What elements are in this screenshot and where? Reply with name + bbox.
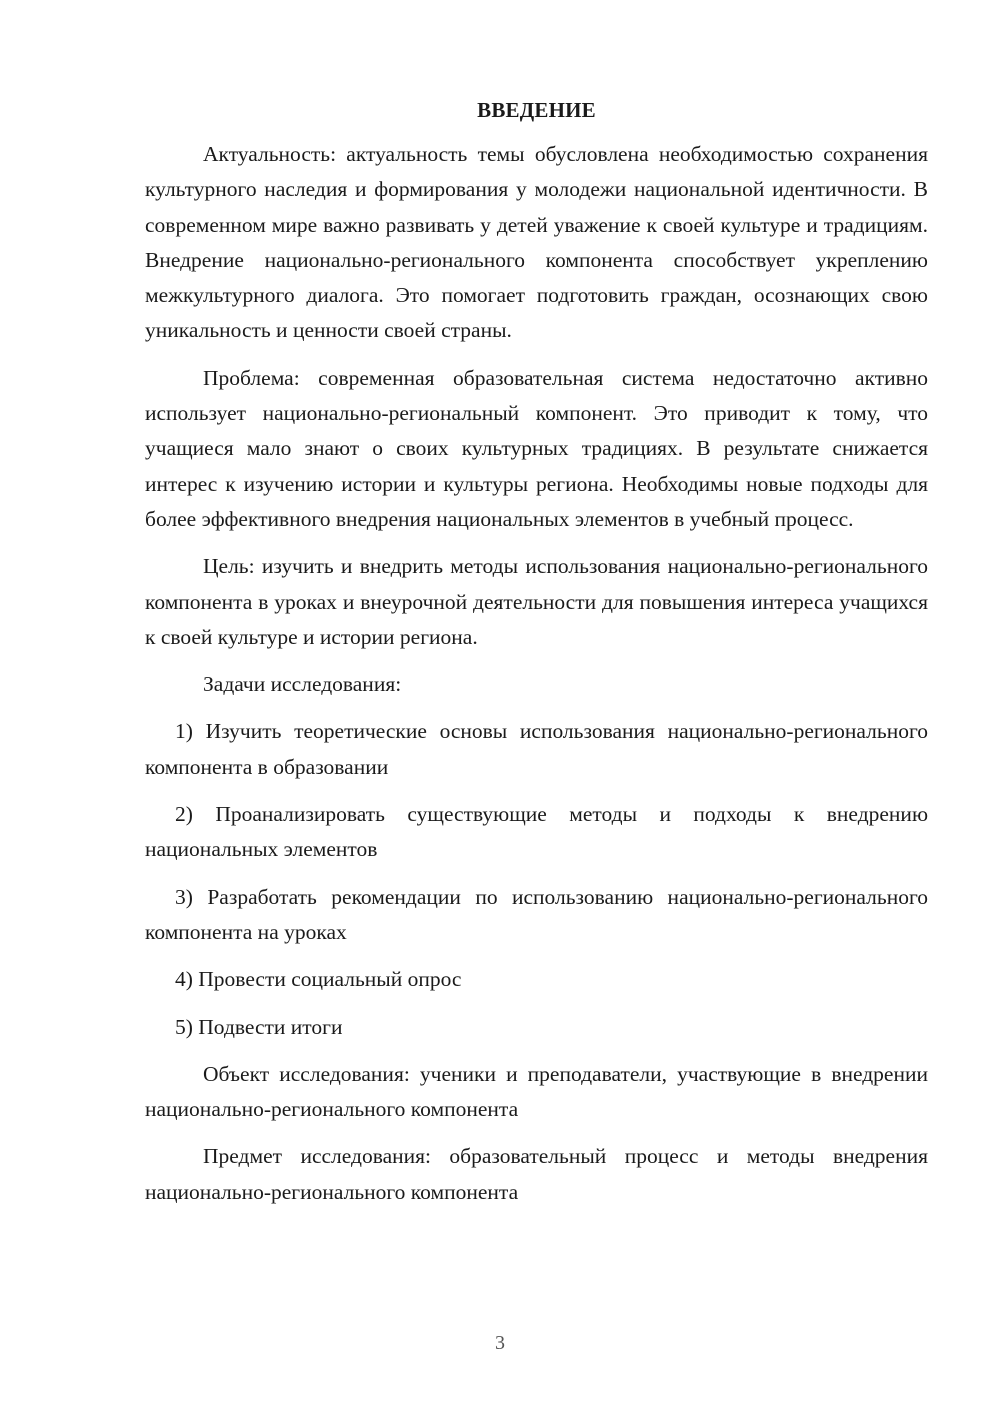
problem-paragraph: Проблема: современная образовательная система недостаточно активно использует национально-региональный компонент. Это приводит к тому, что учащиеся мало знают о своих культурных традициях. В результате снижается интерес к изучению истории и культуры региона. Необходимы новые подходы для более эффективного внедрения национальных элементов в учебный процесс. bbox=[145, 365, 928, 531]
task-item-5: 5) Подвести итоги bbox=[175, 1014, 343, 1039]
relevance-paragraph: Актуальность: актуальность темы обусловлена необходимостью сохранения культурного наследия и формирования у молодежи национальной идентичности. В современном мире важно развивать у детей уважение к своей культуре и традициям. Внедрение национально-регионального компонента способствует укреплению межкультурного диалога. Это помогает подготовить граждан, осознающих свою уникальность и ценности своей страны. bbox=[145, 142, 928, 343]
object-paragraph: Объект исследования: ученики и преподаватели, участвующие в внедрении национально-регионального компонента bbox=[145, 1061, 928, 1122]
task-item-4: 4) Провести социальный опрос bbox=[175, 967, 462, 992]
task-item-2: 2) Проанализировать существующие методы и подходы к внедрению национальных элементов bbox=[145, 802, 928, 862]
goal-paragraph: Цель: изучить и внедрить методы использования национально-регионального компонента в уроках и внеурочной деятельности для повышения интереса учащихся к своей культуре и истории региона. bbox=[145, 554, 928, 649]
page-number: 3 bbox=[495, 1332, 505, 1354]
task-item-3: 3) Разработать рекомендации по использованию национально-регионального компонента на уроках bbox=[145, 884, 928, 944]
document-page bbox=[145, 94, 928, 1210]
task-item-1: 1) Изучить теоретические основы использования национально-регионального компонента в образовании bbox=[145, 719, 928, 779]
subject-paragraph: Предмет исследования: образовательный процесс и методы внедрения национально-регионального компонента bbox=[145, 1144, 928, 1204]
tasks-heading: Задачи исследования: bbox=[203, 672, 402, 697]
section-title: ВВЕДЕНИЕ bbox=[477, 98, 596, 122]
